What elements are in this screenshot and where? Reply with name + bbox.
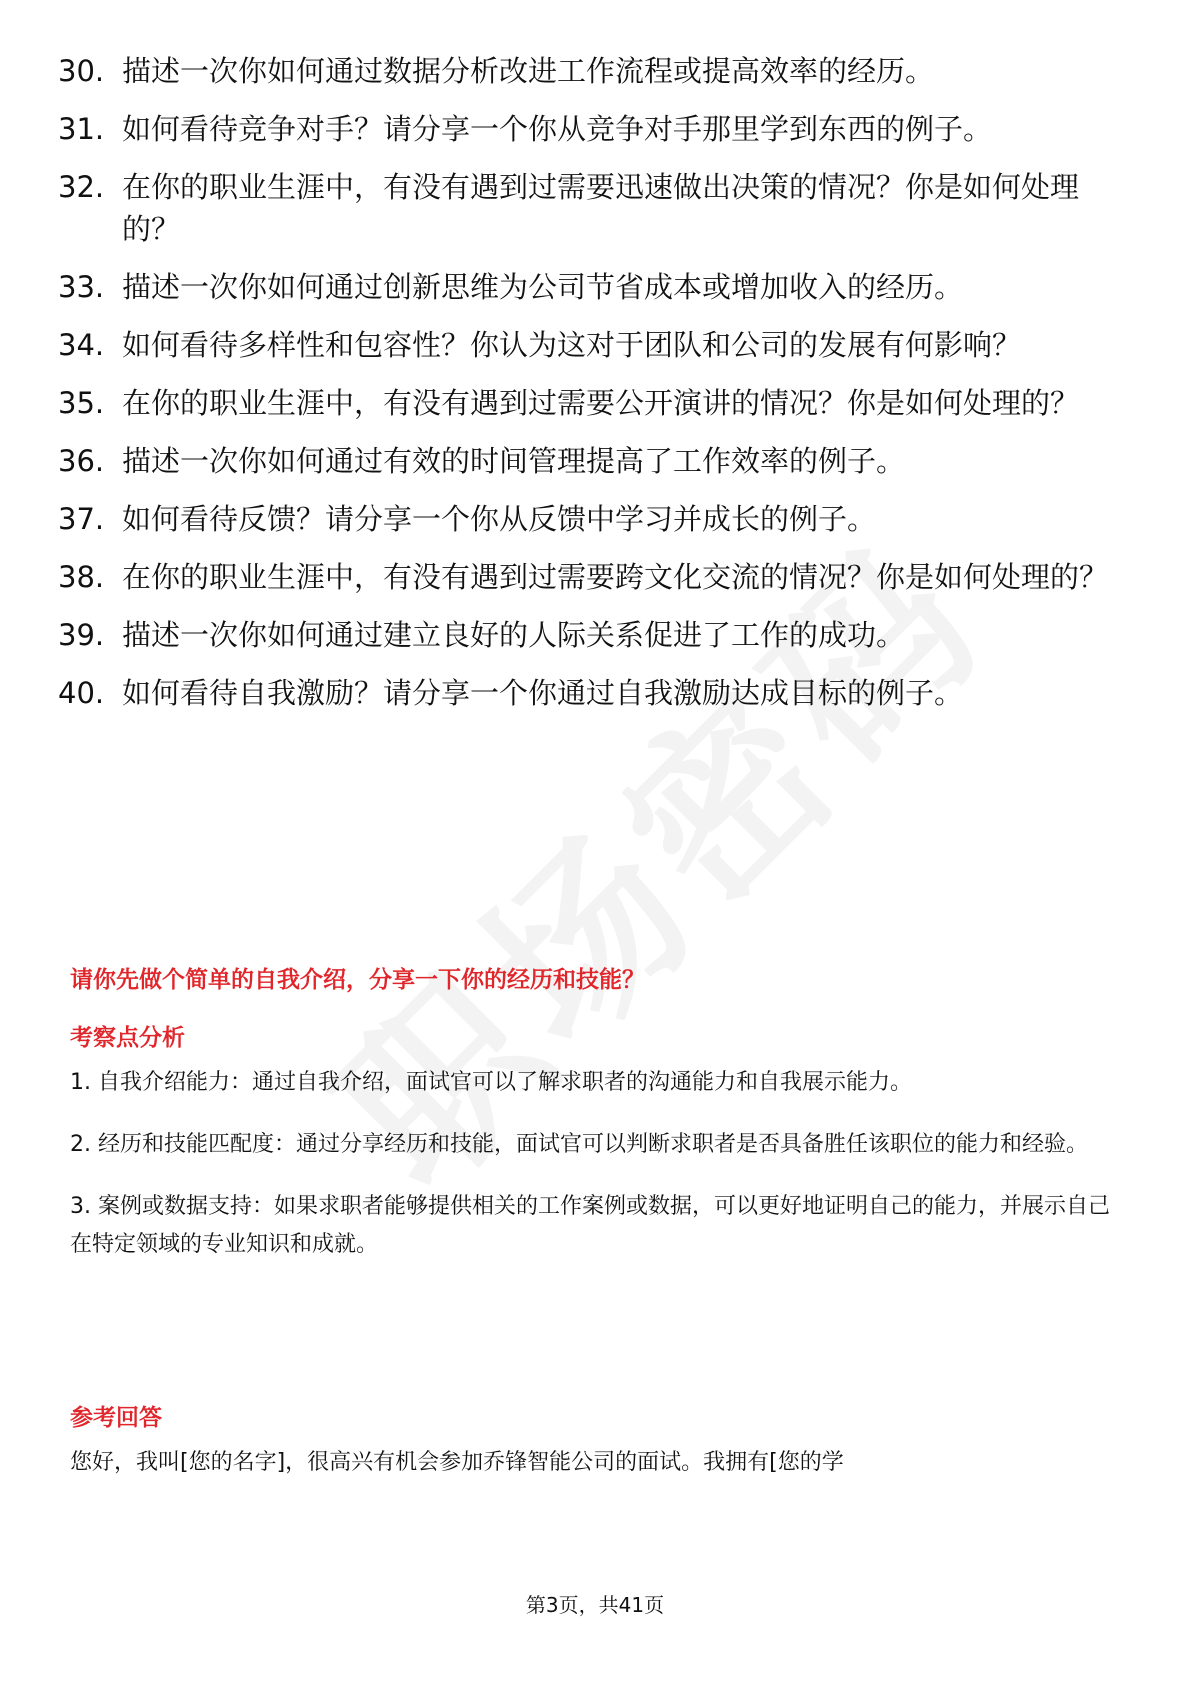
question-item: [58, 266, 1118, 308]
question-item: [58, 614, 1118, 656]
question-text: 描述一次你如何通过建立良好的人际关系促进了工作的成功。: [122, 618, 906, 652]
analysis-point: 1. 自我介绍能力：通过自我介绍，面试官可以了解求职者的沟通能力和自我展示能力。: [70, 1070, 912, 1095]
question-item: [58, 382, 1118, 424]
answer-text: 您好，我叫[您的名字]，很高兴有机会参加乔锋智能公司的面试。我拥有[您的学: [70, 1450, 844, 1475]
analysis-point: 2. 经历和技能匹配度：通过分享经历和技能，面试官可以判断求职者是否具备胜任该职位的能力和经验。: [70, 1132, 1088, 1157]
question-text: 如何看待反馈？请分享一个你从反馈中学习并成长的例子。: [122, 502, 877, 536]
question-number: 40.: [58, 676, 105, 710]
question-item: [58, 440, 1118, 482]
question-number: 39.: [58, 618, 105, 652]
question-item: [58, 108, 1118, 150]
question-number: 35.: [58, 386, 105, 420]
question-number: 37.: [58, 502, 105, 536]
question-text: 在你的职业生涯中，有没有遇到过需要跨文化交流的情况？你是如何处理的？: [122, 560, 1109, 594]
page-number: 第3页，共41页: [525, 1593, 665, 1617]
question-text: 在你的职业生涯中，有没有遇到过需要迅速做出决策的情况？你是如何处理的？: [122, 170, 1080, 246]
question-list: [58, 50, 1118, 730]
question-number: 38.: [58, 560, 105, 594]
question-item: [58, 324, 1118, 366]
question-item: [58, 50, 1118, 92]
question-item: [58, 672, 1118, 714]
analysis-point: 3. 案例或数据支持：如果求职者能够提供相关的工作案例或数据，可以更好地证明自己的能力，并展示自己在特定领域的专业知识和成就。: [70, 1194, 1110, 1257]
question-text: 在你的职业生涯中，有没有遇到过需要公开演讲的情况？你是如何处理的？: [122, 386, 1080, 420]
question-text: 描述一次你如何通过数据分析改进工作流程或提高效率的经历。: [122, 54, 935, 88]
question-number: 30.: [58, 54, 105, 88]
question-number: 36.: [58, 444, 105, 478]
question-number: 33.: [58, 270, 105, 304]
question-text: 如何看待多样性和包容性？你认为这对于团队和公司的发展有何影响？: [122, 328, 1022, 362]
question-text: 描述一次你如何通过创新思维为公司节省成本或增加收入的经历。: [122, 270, 964, 304]
section-question-heading: 请你先做个简单的自我介绍，分享一下你的经历和技能？: [70, 967, 645, 993]
question-text: 如何看待自我激励？请分享一个你通过自我激励达成目标的例子。: [122, 676, 964, 710]
question-number: 31.: [58, 112, 105, 146]
question-text: 描述一次你如何通过有效的时间管理提高了工作效率的例子。: [122, 444, 906, 478]
question-number: 34.: [58, 328, 105, 362]
answer-heading: 参考回答: [70, 1405, 162, 1431]
question-item: [58, 166, 1118, 250]
question-item: [58, 556, 1118, 598]
question-item: [58, 498, 1118, 540]
question-text: 如何看待竞争对手？请分享一个你从竞争对手那里学到东西的例子。: [122, 112, 993, 146]
analysis-heading: 考察点分析: [70, 1025, 185, 1051]
question-number: 32.: [58, 170, 105, 204]
analysis-points: [70, 1064, 1120, 1288]
